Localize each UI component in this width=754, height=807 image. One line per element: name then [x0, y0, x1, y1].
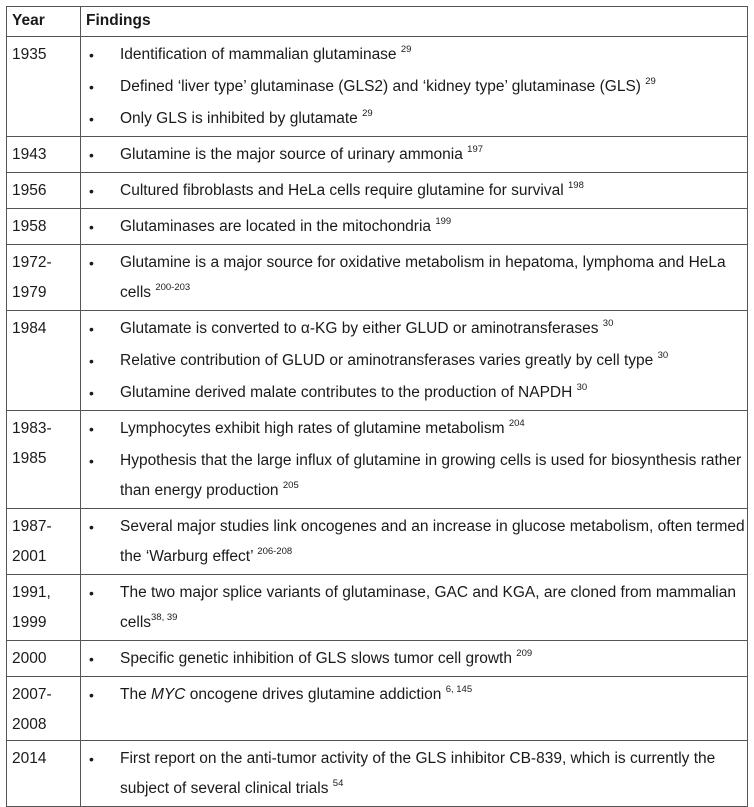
- finding-text: Only GLS is inhibited by glutamate: [120, 110, 363, 127]
- finding-item: [89, 346, 747, 378]
- year-line: 1987-: [12, 518, 52, 535]
- finding-item: [89, 314, 747, 346]
- year-cell: [7, 37, 81, 137]
- bullet-icon: •: [89, 219, 94, 235]
- finding-item: [89, 140, 747, 172]
- finding-text: Lymphocytes exhibit high rates of glutamine metabolism: [120, 420, 509, 437]
- findings-list: [89, 40, 747, 136]
- finding-text: Cultured fibroblasts and HeLa cells require glutamine for survival: [120, 182, 568, 199]
- table-row: [7, 209, 748, 245]
- year-line: 1943: [12, 146, 47, 163]
- findings-cell: [81, 137, 748, 173]
- year-cell: [7, 245, 81, 311]
- table-row: [7, 411, 748, 509]
- bullet-icon: •: [89, 111, 94, 127]
- finding-text: Glutaminases are located in the mitochondria: [120, 218, 436, 235]
- findings-cell: [81, 245, 748, 311]
- findings-cell: [81, 741, 748, 807]
- reference-number: 198: [568, 180, 584, 191]
- reference-number: 30: [576, 382, 588, 393]
- year-cell: [7, 173, 81, 209]
- year-cell: [7, 311, 81, 411]
- findings-cell: [81, 677, 748, 741]
- year-cell: [7, 741, 81, 807]
- bullet-icon: •: [89, 79, 94, 95]
- table-row: [7, 245, 748, 311]
- findings-cell: [81, 173, 748, 209]
- year-line: 1972-: [12, 254, 52, 271]
- bullet-icon: •: [89, 183, 94, 199]
- reference-number: 29: [362, 108, 373, 119]
- header-findings: Findings: [81, 7, 748, 37]
- findings-cell: [81, 37, 748, 137]
- findings-list: [89, 140, 747, 172]
- finding-text: First report on the anti-tumor activity of the GLS inhibitor CB-839, which is currently the subject of several clinical trials: [120, 750, 716, 797]
- finding-item: [89, 104, 747, 136]
- year-cell: [7, 411, 81, 509]
- reference-number: 204: [508, 418, 525, 429]
- findings-list: [89, 248, 747, 310]
- year-cell: [7, 641, 81, 677]
- findings-cell: [81, 209, 748, 245]
- reference-number: 6, 145: [445, 684, 473, 695]
- bullet-icon: •: [89, 651, 94, 667]
- finding-text: Glutamine is a major source for oxidative metabolism in hepatoma, lymphoma and HeLa cells: [120, 254, 726, 301]
- year-line: 1958: [12, 218, 47, 235]
- reference-number: 200-203: [155, 282, 191, 293]
- year-line: 1984: [12, 320, 47, 337]
- finding-text: Identification of mammalian glutaminase: [120, 46, 401, 63]
- reference-number: 209: [516, 648, 533, 659]
- reference-number: 30: [657, 350, 669, 361]
- table-row: [7, 575, 748, 641]
- table-row: [7, 741, 748, 807]
- bullet-icon: •: [89, 353, 94, 369]
- gene-name: MYC: [151, 686, 186, 703]
- year-line: 2014: [12, 750, 47, 767]
- findings-list: [89, 176, 747, 208]
- findings-table: [6, 6, 748, 807]
- reference-number: 30: [602, 318, 614, 329]
- bullet-icon: •: [89, 147, 94, 163]
- table-row: [7, 641, 748, 677]
- finding-item: [89, 378, 747, 410]
- header-year: Year: [7, 7, 81, 37]
- bullet-icon: •: [89, 519, 94, 535]
- findings-list: [89, 644, 747, 676]
- table-row: [7, 173, 748, 209]
- finding-text: Hypothesis that the large influx of glutamine in growing cells is used for biosynthesis rather than energy production: [120, 452, 742, 499]
- finding-item: [89, 72, 747, 104]
- findings-list: [89, 744, 747, 806]
- finding-item: [89, 512, 747, 574]
- reference-number: 199: [435, 216, 452, 227]
- findings-cell: [81, 641, 748, 677]
- finding-text: Glutamine derived malate contributes to the production of NAPDH: [120, 384, 577, 401]
- finding-text: Several major studies link oncogenes and an increase in glucose metabolism, often termed the ‘Warburg effect’: [120, 518, 745, 565]
- finding-text: oncogene drives glutamine addiction: [185, 686, 446, 703]
- reference-number: 38, 39: [151, 612, 178, 623]
- finding-item: [89, 414, 747, 446]
- finding-item: [89, 176, 747, 208]
- year-line: 1983-: [12, 420, 52, 437]
- reference-number: 205: [282, 480, 299, 491]
- bullet-icon: •: [89, 421, 94, 437]
- finding-text: Specific genetic inhibition of GLS slows tumor cell growth: [120, 650, 517, 667]
- year-line: 2001: [12, 548, 47, 565]
- finding-item: [89, 212, 747, 244]
- year-line: 1935: [12, 46, 47, 63]
- findings-list: [89, 680, 747, 712]
- findings-list: [89, 578, 747, 640]
- finding-text: The: [120, 686, 152, 703]
- finding-text: Glutamine is the major source of urinary ammonia: [120, 146, 468, 163]
- bullet-icon: •: [89, 47, 94, 63]
- finding-item: [89, 744, 747, 806]
- bullet-icon: •: [89, 255, 94, 271]
- reference-number: 29: [400, 44, 412, 55]
- bullet-icon: •: [89, 453, 94, 469]
- findings-list: [89, 212, 747, 244]
- bullet-icon: •: [89, 321, 94, 337]
- year-line: 2007-: [12, 686, 52, 703]
- year-line: 1991,: [12, 584, 51, 601]
- bullet-icon: •: [89, 751, 94, 767]
- table-row: [7, 311, 748, 411]
- findings-cell: [81, 575, 748, 641]
- bullet-icon: •: [89, 687, 94, 703]
- finding-text: Defined ‘liver type’ glutaminase (GLS2) and ‘kidney type’ glutaminase (GLS): [120, 78, 646, 95]
- findings-cell: [81, 411, 748, 509]
- finding-item: [89, 446, 747, 508]
- finding-item: [89, 248, 747, 310]
- table-row: [7, 137, 748, 173]
- findings-cell: [81, 311, 748, 411]
- header-row: [7, 7, 748, 37]
- finding-text: Glutamate is converted to α-KG by either GLUD or aminotransferases: [120, 320, 603, 337]
- year-cell: [7, 137, 81, 173]
- reference-number: 54: [332, 778, 344, 789]
- finding-item: [89, 578, 747, 640]
- reference-number: 29: [645, 76, 656, 87]
- table-row: [7, 37, 748, 137]
- year-cell: [7, 575, 81, 641]
- year-line: 2000: [12, 650, 47, 667]
- year-line: 2008: [12, 716, 47, 733]
- findings-list: [89, 414, 747, 508]
- year-line: 1979: [12, 284, 47, 301]
- year-line: 1956: [12, 182, 47, 199]
- year-cell: [7, 509, 81, 575]
- year-line: 1999: [12, 614, 47, 631]
- findings-list: [89, 314, 747, 410]
- findings-cell: [81, 509, 748, 575]
- bullet-icon: •: [89, 585, 94, 601]
- finding-item: [89, 40, 747, 72]
- finding-item: [89, 680, 747, 712]
- table-row: [7, 509, 748, 575]
- year-cell: [7, 677, 81, 741]
- reference-number: 197: [467, 144, 484, 155]
- finding-text: Relative contribution of GLUD or aminotransferases varies greatly by cell type: [120, 352, 658, 369]
- year-line: 1985: [12, 450, 47, 467]
- bullet-icon: •: [89, 385, 94, 401]
- reference-number: 206-208: [257, 546, 293, 557]
- table-row: [7, 677, 748, 741]
- finding-text: The two major splice variants of glutaminase, GAC and KGA, are cloned from mammalian cells: [120, 584, 736, 631]
- finding-item: [89, 644, 747, 676]
- findings-list: [89, 512, 747, 574]
- year-cell: [7, 209, 81, 245]
